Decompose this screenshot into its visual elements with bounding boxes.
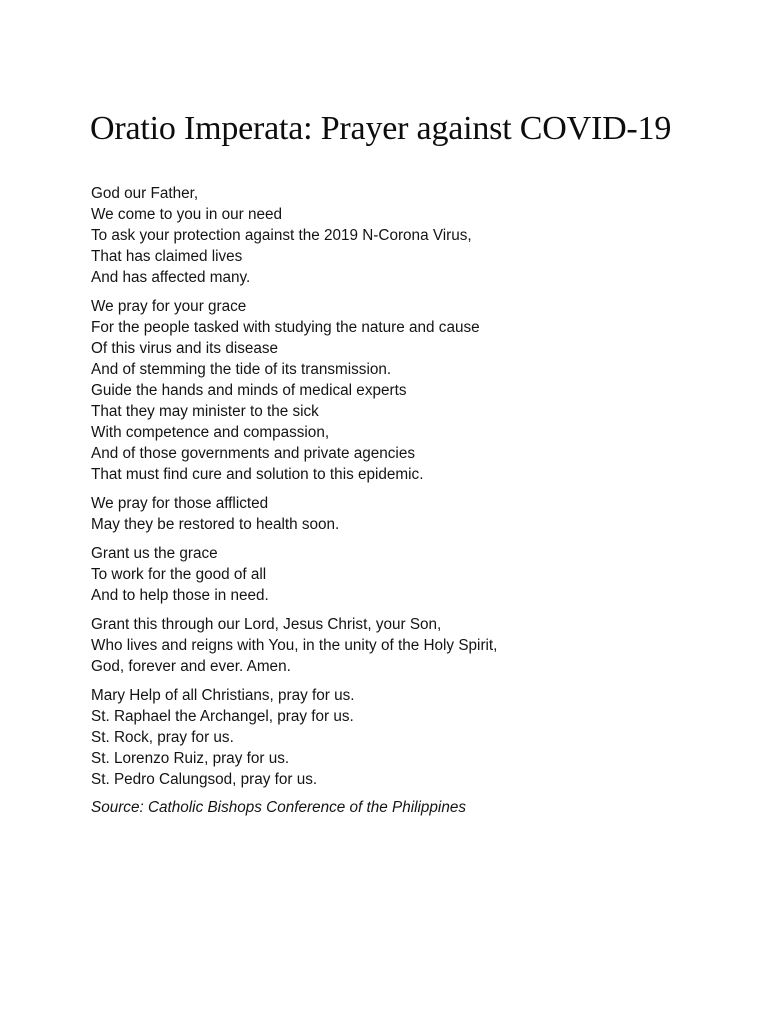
prayer-line: St. Rock, pray for us. [91,729,234,746]
stanza [91,685,731,790]
prayer-line: We pray for your grace [91,298,247,315]
stanza [91,183,731,288]
stanza [91,296,731,485]
prayer-line: To work for the good of all [91,566,267,583]
stanza [91,493,731,535]
prayer-line: That must find cure and solution to this epidemic. [91,466,424,483]
document-title: Oratio Imperata: Prayer against COVID-19 [90,110,672,147]
prayer-line: Grant this through our Lord, Jesus Christ, your Son, [91,616,442,633]
prayer-line: That they may minister to the sick [91,403,319,420]
prayer-line: With competence and compassion, [91,424,330,441]
prayer-line: That has claimed lives [91,248,243,265]
prayer-line: Who lives and reigns with You, in the unity of the Holy Spirit, [91,637,498,654]
prayer-body [91,183,731,818]
prayer-line: And of stemming the tide of its transmission. [91,361,392,378]
prayer-line: For the people tasked with studying the nature and cause [91,319,480,336]
prayer-line: St. Pedro Calungsod, pray for us. [91,771,318,788]
prayer-line: May they be restored to health soon. [91,516,340,533]
prayer-line: To ask your protection against the 2019 N-Corona Virus, [91,227,472,244]
prayer-line: St. Raphael the Archangel, pray for us. [91,708,354,725]
prayer-line: Guide the hands and minds of medical experts [91,382,407,399]
stanza [91,543,731,606]
prayer-line: God our Father, [91,185,199,202]
prayer-line: St. Lorenzo Ruiz, pray for us. [91,750,290,767]
prayer-line: We come to you in our need [91,206,283,223]
prayer-line: And to help those in need. [91,587,269,604]
prayer-line: We pray for those afflicted [91,495,269,512]
prayer-line: And has affected many. [91,269,251,286]
prayer-line: God, forever and ever. Amen. [91,658,291,675]
prayer-line: And of those governments and private agencies [91,445,415,462]
source-citation: Source: Catholic Bishops Conference of the Philippines [91,799,466,816]
prayer-line: Of this virus and its disease [91,340,279,357]
prayer-line: Mary Help of all Christians, pray for us. [91,687,355,704]
stanza [91,614,731,677]
prayer-line: Grant us the grace [91,545,218,562]
